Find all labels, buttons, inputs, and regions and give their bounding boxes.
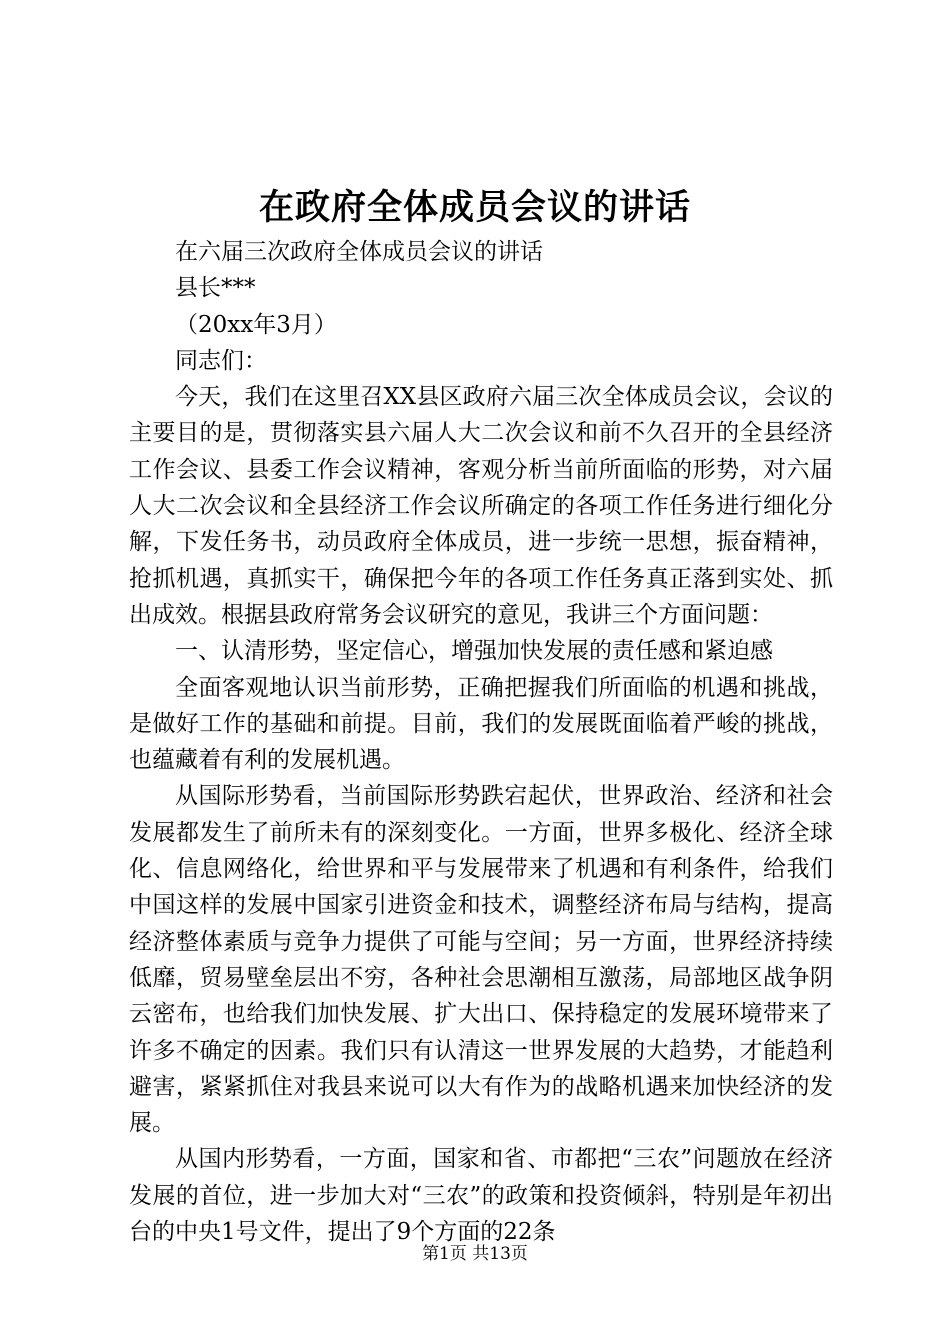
document-body	[129, 234, 833, 1250]
body-paragraph: 从国际形势看，当前国际形势跌宕起伏，世界政治、经济和社会发展都发生了前所未有的深刻变化。一方面，世界多极化、经济全球化、信息网络化，给世界和平与发展带来了机遇和有利条件，给我们中国这样的发展中国家引进资金和技术，调整经济布局与结构，提高经济整体素质与竞争力提供了可能与空间；另一方面，世界经济持续低靡，贸易壁垒层出不穷，各种社会思潮相互激荡，局部地区战争阴云密布，也给我们加快发展、扩大出口、保持稳定的发展环境带来了许多不确定的因素。我们只有认清这一世界发展的大趋势，才能趋利避害，紧紧抓住对我县来说可以大有作为的战略机遇来加快经济的发展。	[129, 783, 833, 1137]
body-paragraph: 从国内形势看，一方面，国家和省、市都把“三农”问题放在经济发展的首位，进一步加大对“三农”的政策和投资倾斜，特别是年初出台的中央1号文件，提出了9个方面的22条	[129, 1146, 833, 1246]
body-paragraph: 今天，我们在这里召XX县区政府六届三次全体成员会议，会议的主要目的是，贯彻落实县六届人大二次会议和前不久召开的全县经济工作会议、县委工作会议精神，客观分析当前所面临的形势，对六届人大二次会议和全县经济工作会议所确定的各项工作任务进行细化分解，下发任务书，动员政府全体成员，进一步统一思想，振奋精神，抢抓机遇，真抓实干，确保把今年的各项工作任务真正落到实处、抓出成效。根据县政府常务会议研究的意见，我讲三个方面问题：	[129, 384, 833, 628]
body-paragraph: 全面客观地认识当前形势，正确把握我们所面临的机遇和挑战，是做好工作的基础和前提。目前，我们的发展既面临着严峻的挑战，也蕴藏着有利的发展机遇。	[129, 674, 833, 774]
speech-heading: 在六届三次政府全体成员会议的讲话	[175, 239, 543, 265]
page-number-footer: 第1页 共13页	[422, 1244, 528, 1264]
section-heading: 一、认清形势，坚定信心，增强加快发展的责任感和紧迫感	[175, 638, 773, 665]
salutation: 同志们：	[175, 347, 267, 374]
document-title: 在政府全体成员会议的讲话	[258, 187, 691, 228]
date-line: （20xx年3月）	[175, 311, 337, 338]
speaker-line: 县长***	[175, 275, 256, 302]
